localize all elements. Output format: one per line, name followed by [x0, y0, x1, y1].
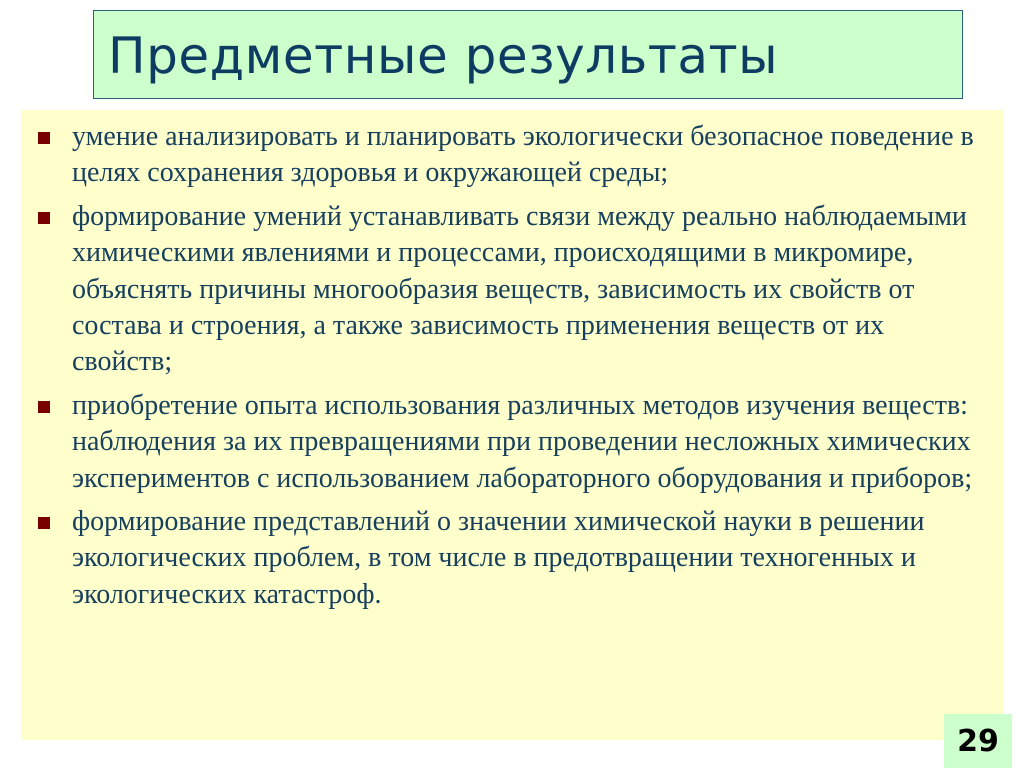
slide-title: Предметные результаты: [108, 26, 779, 85]
square-bullet-icon: [38, 401, 50, 413]
square-bullet-icon: [38, 212, 50, 224]
bullet-text: формирование умений устанавливать связи между реально наблюдаемыми химическими явлениями и процессами, происходящими в микромире, объяснять причины многообразия веществ, зависимость их свойств от состава и строения, а также зависимость применения веществ от их свойств;: [72, 200, 967, 378]
square-bullet-icon: [38, 132, 50, 144]
square-bullet-icon: [38, 517, 50, 529]
list-item: [21, 199, 1003, 381]
bullet-list: [21, 119, 1003, 620]
bullet-text: умение анализировать и планировать экологически безопасное поведение в целях сохранения здоровья и окружающей среды;: [72, 121, 974, 189]
list-item: [21, 388, 1003, 497]
slide-title-box: [93, 10, 963, 99]
content-area: [21, 110, 1003, 740]
list-item: [21, 504, 1003, 613]
list-item: [21, 119, 1003, 192]
page-number-box: [944, 714, 1012, 768]
bullet-text: приобретение опыта использования различных методов изучения веществ: наблюдения за их превращениями при проведении несложных химических экспериментов с использованием лабораторного оборудования и приборов;: [72, 389, 973, 494]
bullet-text: формирование представлений о значении химической науки в решении экологических проблем, в том числе в предотвращении техногенных и экологических катастроф.: [72, 506, 925, 610]
page-number: 29: [957, 723, 999, 759]
